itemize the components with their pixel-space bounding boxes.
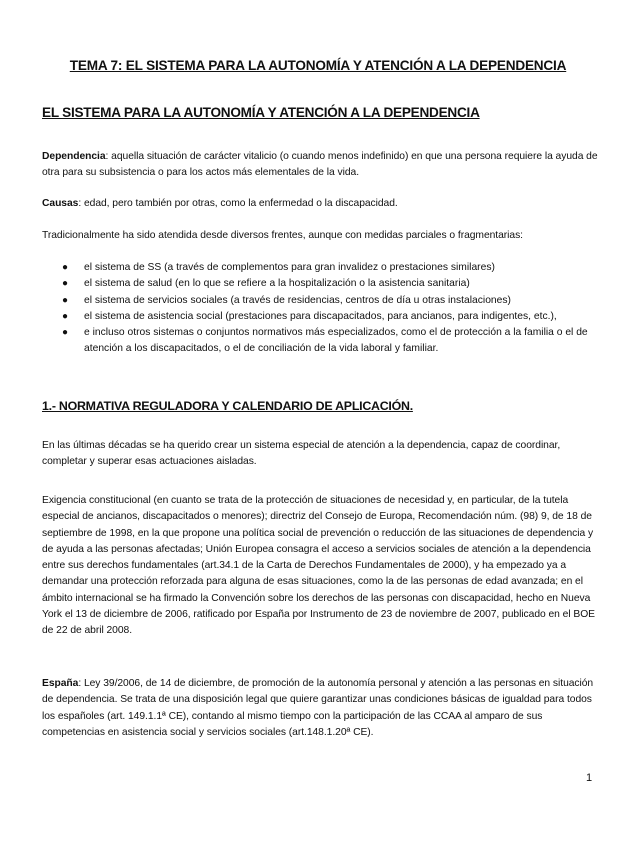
bullet-icon: ●: [62, 262, 69, 273]
text-espana: : Ley 39/2006, de 14 de diciembre, de promoción de la autonomía personal y atención a las personas en situación de dependencia. Se trata de una disposición legal que quiere garantizar unas condiciones básicas de igualdad para todos los españoles (art. 149.1.1ª CE), contando al mismo tiempo con la participación de las CCAA al amparo de sus competencias en asistencia social y servicios sociales (art.148.1.20ª CE).: [42, 678, 594, 738]
paragraph-dependencia: [42, 149, 598, 182]
definition-dependencia: : aquella situación de carácter vitalicio (o cuando menos indefinido) en que una persona requiere la ayuda de otra para su subsistencia o para los actos más elementales de la vida.: [42, 151, 598, 179]
definition-causas: : edad, pero también por otras, como la enfermedad o la discapacidad.: [78, 198, 398, 209]
page-number: 1: [586, 772, 593, 784]
section1-paragraph-1: En las últimas décadas se ha querido crear un sistema especial de atención a la dependencia, capaz de coordinar, completar y superar esas actuaciones aisladas.: [42, 440, 561, 468]
bullet-icon: ●: [62, 327, 69, 339]
section-heading: EL SISTEMA PARA LA AUTONOMÍA Y ATENCIÓN A LA DEPENDENCIA: [42, 105, 480, 120]
bullet-list: [42, 260, 598, 358]
document-title: TEMA 7: EL SISTEMA PARA LA AUTONOMÍA Y ATENCIÓN A LA DEPENDENCIA: [69, 58, 567, 73]
bullet-icon: ●: [62, 310, 69, 322]
paragraph-espana: [42, 676, 598, 741]
list-item: ● el sistema de asistencia social (prestaciones para discapacitados, para ancianos, para indigentes, etc.),: [42, 309, 598, 325]
term-espana: España: [42, 678, 79, 689]
paragraph-intro: Tradicionalmente ha sido atendida desde diversos frentes, aunque con medidas parciales o fragmentarias:: [42, 230, 523, 241]
section1-paragraph-2: Exigencia constitucional (en cuanto se trata de la protección de situaciones de necesidad y, en particular, de la tutela especial de ancianos, discapacitados o menores); directriz del Consejo de Europa, Recomendación núm. (98) 9, de 18 de septiembre de 1998, en la que propone una política social de prevención o reducción de las situaciones de dependencia y de ayuda a las personas afectadas; Unión Europea consagra el acceso a servicios sociales de atención a la dependencia entre sus derechos fundamentales (art.34.1 de la Carta de Derechos Fundamentales de 2000), y ha empezado ya a demandar una protección reforzada para alguna de esas situaciones, como la de las personas de edad avanzada; en el ámbito internacional se ha firmado la Convención sobre los derechos de las personas con discapacidad, hecho en Nueva York el 13 de diciembre de 2006, ratificado por España por Instrumento de 23 de noviembre de 2007, publicado en el BOE de 22 de abril 2008.: [42, 495, 595, 637]
list-item: ● e incluso otros sistemas o conjuntos normativos más especializados, como el de protección a la familia o el de atención a los discapacitados, o el de conciliación de la vida laboral y familiar.: [62, 327, 588, 355]
list-item: ● el sistema de salud (en lo que se refiere a la hospitalización o la asistencia sanitaria): [42, 276, 598, 292]
term-causas: Causas: [42, 198, 79, 209]
paragraph-causas: [42, 196, 598, 212]
term-dependencia: Dependencia: [42, 151, 106, 162]
bullet-icon: ●: [62, 294, 69, 306]
bullet-icon: ●: [62, 278, 69, 290]
list-item: ● el sistema de servicios sociales (a través de residencias, centros de día u otras instalaciones): [42, 293, 598, 309]
list-item: ● el sistema de SS (a través de complementos para gran invalidez o prestaciones similares): [42, 260, 598, 276]
section1-heading: 1.- NORMATIVA REGULADORA Y CALENDARIO DE APLICACIÓN.: [42, 399, 413, 413]
